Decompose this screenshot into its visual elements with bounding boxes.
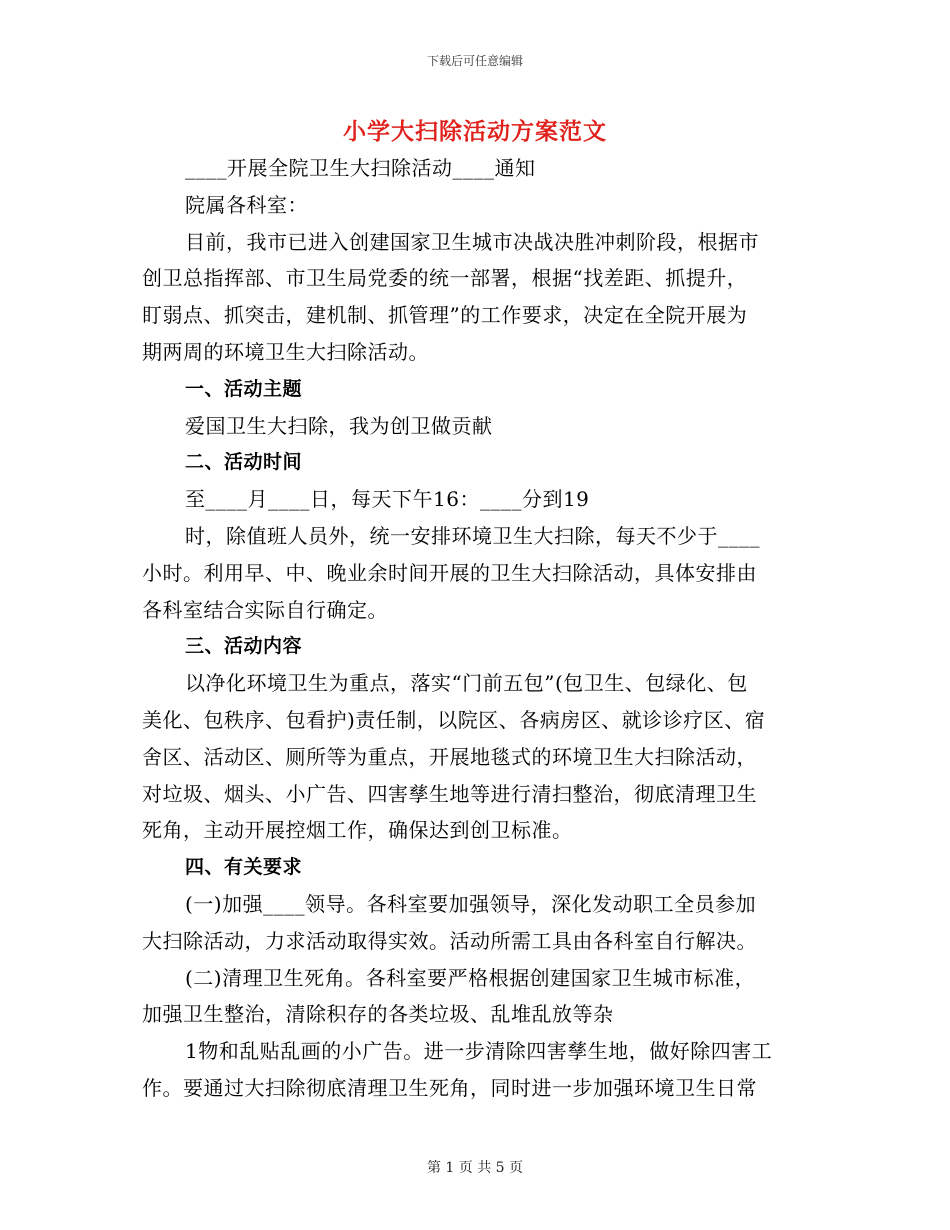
section-heading: 一、活动主题	[185, 377, 303, 400]
paragraph-line: 以净化环境卫生为重点，落实“门前五包”(包卫生、包绿化、包	[185, 671, 748, 696]
paragraph-line: 大扫除活动，力求活动取得实效。活动所需工具由各科室自行解决。	[142, 928, 757, 953]
page-header: 下载后可任意编辑	[426, 54, 523, 68]
paragraph-line: 目前，我市已进入创建国家卫生城市决战决胜冲刺阶段，根据市	[185, 229, 759, 254]
document-title: 小学大扫除活动方案范文	[343, 118, 607, 145]
section-heading: 三、活动内容	[185, 635, 303, 658]
paragraph-line: 期两周的环境卫生大扫除活动。	[142, 339, 429, 364]
paragraph-line: 死角，主动开展控烟工作，确保达到创卫标准。	[142, 818, 573, 843]
paragraph-line: 盯弱点、抓突击，建机制、抓管理”的工作要求，决定在全院开展为	[142, 303, 748, 328]
paragraph-line: 各科室结合实际自行确定。	[142, 597, 388, 622]
paragraph-line: 院属各科室：	[185, 192, 308, 217]
paragraph-line: ____开展全院卫生大扫除活动____通知	[185, 156, 536, 180]
document-body	[142, 150, 807, 1107]
paragraph-line: 作。要通过大扫除彻底清理卫生死角，同时进一步加强环境卫生日常	[142, 1075, 757, 1100]
paragraph-line: 对垃圾、烟头、小广告、四害孳生地等进行清扫整治，彻底清理卫生	[142, 781, 757, 806]
paragraph-line: 爱国卫生大扫除，我为创卫做贡献	[185, 413, 493, 438]
paragraph-line: 创卫总指挥部、市卫生局党委的统一部署，根据“找差距、抓提升，	[142, 266, 748, 291]
paragraph-line: 加强卫生整治，清除积存的各类垃圾、乱堆乱放等杂	[142, 1002, 614, 1027]
paragraph-line: (一)加强____领导。各科室要加强领导，深化发动职工全员参加	[185, 891, 757, 916]
paragraph-line: 舍区、活动区、厕所等为重点，开展地毯式的环境卫生大扫除活动，	[142, 744, 757, 769]
section-heading: 二、活动时间	[185, 451, 303, 474]
section-heading: 四、有关要求	[185, 856, 303, 879]
paragraph-line: 美化、包秩序、包看护)责任制，以院区、各病房区、就诊诊疗区、宿	[142, 707, 766, 732]
paragraph-line: 小时。利用早、中、晚业余时间开展的卫生大扫除活动，具体安排由	[142, 560, 757, 585]
paragraph-line: 时，除值班人员外，统一安排环境卫生大扫除，每天不少于____	[185, 523, 760, 548]
paragraph-line: (二)清理卫生死角。各科室要严格根据创建国家卫生城市标准，	[185, 965, 756, 990]
paragraph-line: 至____月____日，每天下午16：____分到19	[185, 487, 590, 512]
paragraph-line: 1物和乱贴乱画的小广告。进一步清除四害孳生地，做好除四害工	[185, 1039, 773, 1064]
page-footer: 第 1 页 共 5 页	[426, 1160, 524, 1176]
